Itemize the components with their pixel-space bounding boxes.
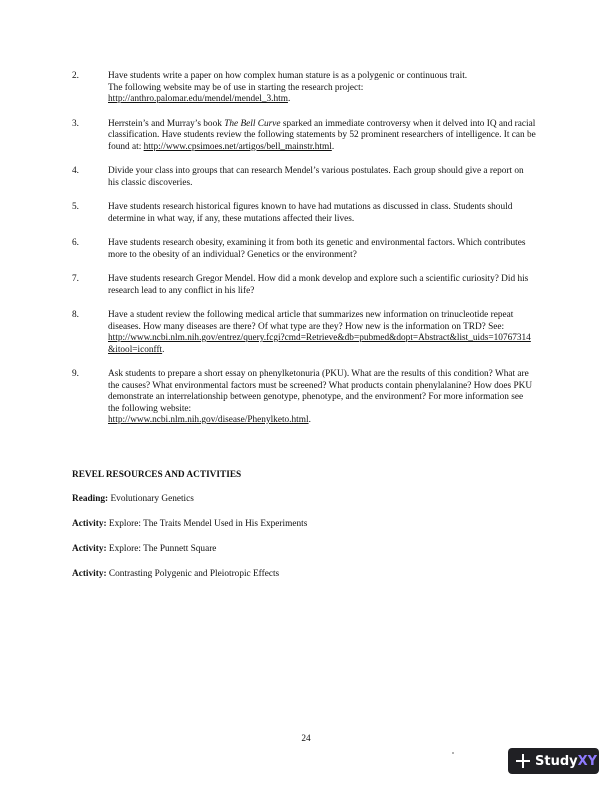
item-text: The following website may be of use in starting the research project: — [108, 82, 364, 93]
list-item: 8. Have a student review the following medical article that summarizes new information on trinucleotide repeat diseases. How many diseases are there? Of what type are they? How new is the information on TRD? See: http://www.ncbi.nlm.nih.gov/entrez/query.fcgi?cmd=Retrieve&db=pubmed&dopt=Abstract&list_uids=10767314&itool=iconfft. — [72, 310, 536, 356]
item-number: 4. — [72, 166, 79, 176]
studyxy-badge[interactable] — [508, 748, 599, 774]
book-title: The Bell Curve — [224, 118, 281, 129]
item-number: 9. — [72, 369, 79, 379]
list-item — [72, 202, 536, 225]
item-text: Have students write a paper on how complex human stature is as a polygenic or continuous trait. — [108, 71, 468, 81]
revel-section — [72, 470, 536, 594]
item-text: Have a student review the following medical article that summarizes new information on trinucleotide repeat diseases. How many diseases are there? Of what type are they? How new is the information on TRD? See: — [108, 310, 514, 332]
decorative-dot — [452, 752, 454, 754]
item-number: 6. — [72, 238, 79, 248]
resource-entry: Activity: Explore: The Punnett Square — [72, 544, 217, 554]
list-item — [72, 119, 536, 154]
list-item: 9. Ask students to prepare a short essay on phenylketonuria (PKU). What are the results of this condition? What are the causes? What environmental factors must be screened? What products contain phenylalanine? How does PKU demonstrate an interrelationship between genotype, phenotype, and the environment? For more information see the following website: http://www.ncbi.nlm.nih.gov/disease/Phenylketo.html. — [72, 369, 536, 427]
item-number: 2. — [72, 71, 79, 81]
section-heading: REVEL RESOURCES AND ACTIVITIES — [72, 470, 242, 480]
resource-entry: Reading: Evolutionary Genetics — [72, 494, 194, 504]
item-link[interactable]: http://www.ncbi.nlm.nih.gov/disease/Phenylketo.html — [108, 415, 309, 425]
item-number: 5. — [72, 202, 79, 212]
item-link[interactable]: http://anthro.palomar.edu/mendel/mendel_3.htm — [108, 94, 288, 104]
item-link[interactable]: http://www.cpsimoes.net/artigos/bell_mainstr.html — [143, 141, 332, 152]
item-text: Have students research Gregor Mendel. How did a monk develop and explore such a scientific curiosity? Did his research lead to any conflict in his life? — [108, 274, 529, 296]
plus-icon — [516, 754, 530, 768]
activity-list — [72, 71, 536, 440]
resource-entry: Activity: Explore: The Traits Mendel Used in His Experiments — [72, 519, 308, 529]
item-text: Divide your class into groups that can research Mendel’s various postulates. Each group should give a report on his classic discoveries. — [108, 166, 524, 188]
item-number: 3. — [72, 118, 79, 129]
list-item: 2. Have students write a paper on how complex human stature is as a polygenic or continuous trait. The following website may be of use in starting the research project: http://anthro.palomar.edu/mendel/mendel_3.htm. — [72, 71, 536, 106]
item-text: Have students research historical figures known to have had mutations as discussed in class. Students should determine in what way, if any, these mutations affected their lives. — [108, 202, 513, 224]
badge-label: StudyXY — [535, 753, 598, 769]
item-text: Ask students to prepare a short essay on phenylketonuria (PKU). What are the results of this condition? What are the causes? What environmental factors must be screened? What products contain phenylalanine? How does PKU demonstrate an interrelationship between genotype, phenotype, and the environment? For more information see the following website: — [108, 369, 533, 414]
list-item — [72, 274, 536, 297]
page-number: 24 — [301, 734, 311, 744]
list-item — [72, 166, 536, 189]
item-link[interactable]: http://www.ncbi.nlm.nih.gov/entrez/query.fcgi?cmd=Retrieve&db=pubmed&dopt=Abstract&list_uids=10767314&itool=iconfft — [108, 333, 531, 355]
item-text: Herrstein’s and Murray’s book The Bell Curve sparked an immediate controversy when it delved into IQ and racial classification. Have students review the following statements by 52 prominent researchers of intelligence. It can be found at: http://www.cpsimoes.net/artigos/bell_mainstr.html. — [108, 118, 536, 152]
list-item — [72, 238, 536, 261]
item-number: 8. — [72, 310, 79, 320]
resource-entry: Activity: Contrasting Polygenic and Pleiotropic Effects — [72, 569, 280, 579]
item-number: 7. — [72, 274, 79, 284]
item-text: Have students research obesity, examining it from both its genetic and environmental factors. Which contributes more to the obesity of an individual? Genetics or the environment? — [108, 238, 526, 260]
